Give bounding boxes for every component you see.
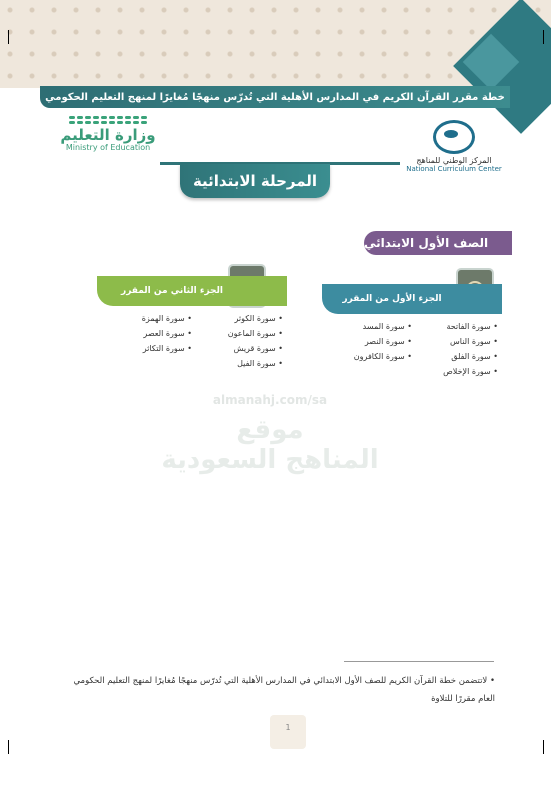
crop-mark — [8, 740, 9, 754]
crop-mark — [8, 30, 9, 44]
surah-item: • سورة الفيل — [192, 359, 283, 368]
watermark-line-2: المناهج السعودية — [161, 445, 379, 475]
crop-mark — [543, 740, 544, 754]
moe-logo-english: Ministry of Education — [65, 143, 151, 152]
moe-logo-arabic: وزارة التعليم — [60, 126, 156, 144]
surah-item: • سورة التكاثر — [101, 344, 192, 353]
national-curriculum-center-logo — [404, 120, 504, 178]
surah-item: • سورة الهمزة — [101, 314, 192, 323]
part-one-surah-list — [322, 322, 502, 376]
ministry-of-education-logo — [58, 116, 158, 176]
ncc-logo-mark-icon — [433, 120, 475, 154]
part-one-title: الجزء الأول من المقرر — [322, 284, 502, 314]
part-one-card — [322, 284, 502, 376]
surah-item: • سورة المسد — [326, 322, 412, 331]
surah-item: • سورة الفاتحة — [412, 322, 498, 331]
watermark-site: almanahj.com/sa — [212, 393, 328, 407]
surah-item: • سورة الفلق — [412, 352, 498, 361]
document-title: خطة مقرر القرآن الكريم في المدارس الأهلية التي تُدرّس منهجًا مُغايرًا لمنهج التعليم الحكومي — [40, 86, 510, 108]
page-number: 1 — [270, 715, 306, 749]
surah-item: • سورة الكافرون — [326, 352, 412, 361]
part-two-title: الجزء الثاني من المقرر — [97, 276, 287, 306]
surah-item: • سورة الناس — [412, 337, 498, 346]
surah-item: • سورة الإخلاص — [412, 367, 498, 376]
grade-title: الصف الأول الابتدائي — [364, 231, 512, 255]
surah-item: • سورة الماعون — [192, 329, 283, 338]
surah-item: • سورة العصر — [101, 329, 192, 338]
ncc-logo-arabic: المركز الوطني للمناهج — [416, 156, 492, 165]
footnote-divider — [344, 661, 494, 662]
part-two-surah-list — [97, 314, 287, 368]
site-watermark — [130, 385, 410, 475]
moe-logo-mark-icon — [58, 116, 158, 124]
watermark-line-1: موقع — [236, 415, 304, 445]
footnote-text: لاتتضمن خطة القرآن الكريم للصف الأول الابتدائي في المدارس الأهلية التي تُدرّس منهجًا مُغايرًا لمنهج التعليم الحكومي العام مقررًا للتلاوة — [73, 676, 495, 704]
ncc-logo-english: National Curriculum Center — [406, 165, 502, 173]
surah-item: • سورة النصر — [326, 337, 412, 346]
part-two-card — [97, 276, 287, 368]
crop-mark — [543, 30, 544, 44]
surah-item: • سورة قريش — [192, 344, 283, 353]
surah-item: • سورة الكوثر — [192, 314, 283, 323]
stage-title: المرحلة الابتدائية — [180, 164, 330, 198]
footnote: • لاتتضمن خطة القرآن الكريم للصف الأول الابتدائي في المدارس الأهلية التي تُدرّس منهجًا مُغايرًا لمنهج التعليم الحكومي العام مقررًا للتلاوة — [73, 676, 495, 704]
